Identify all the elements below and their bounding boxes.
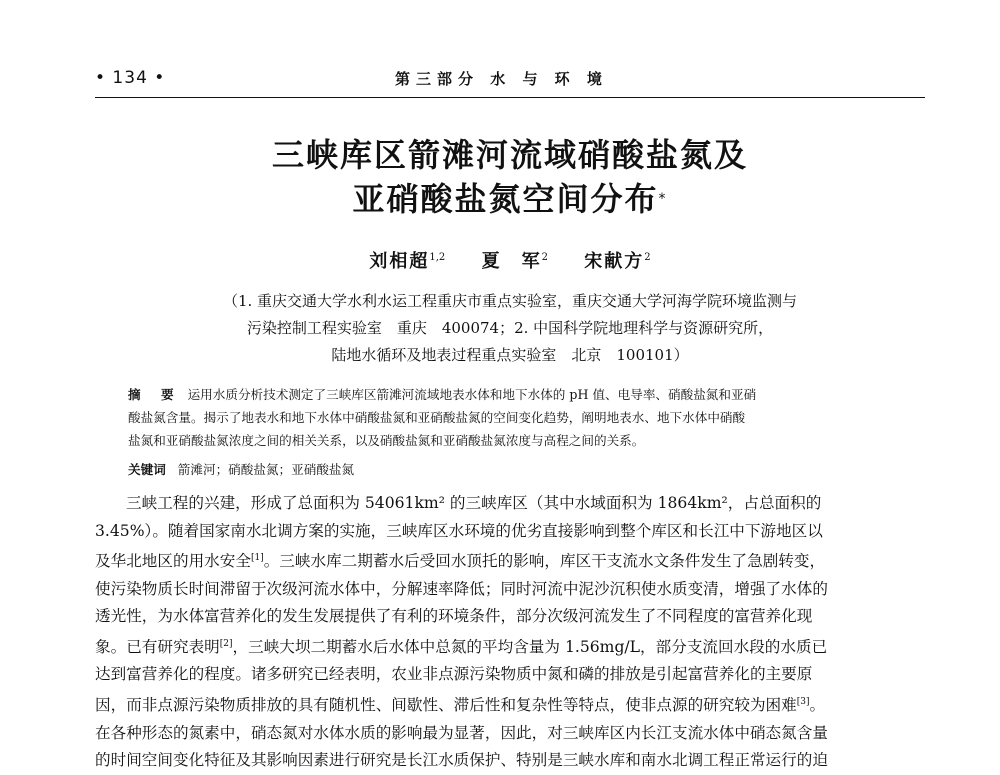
abstract-line-1: [128, 383, 898, 406]
abstract-line-3: 盐氮和亚硝酸盐氮浓度之间的相关关系，以及硝酸盐氮和亚硝酸盐氮浓度与高程之间的关系。: [128, 433, 645, 448]
author-3-affiliation: 2: [644, 252, 651, 263]
body-line-6-b: ，三峡大坝二期蓄水后水体中总氮的平均含量为 1.56mg/L，部分支流回水段的水质已: [232, 637, 828, 656]
affiliation-line-1: （1. 重庆交通大学水利水运工程重庆市重点实验室，重庆交通大学河海学院环境监测与: [222, 292, 798, 310]
author-2-affiliation: 2: [541, 252, 548, 263]
body-line-3: [95, 545, 925, 576]
abstract-label: 摘 要: [128, 387, 182, 402]
body-line-3-a: 及华北地区的用水安全: [95, 552, 251, 571]
abstract: [128, 383, 898, 452]
affiliation-line-2: 污染控制工程实验室 重庆 400074；2. 中国科学院地理科学与资源研究所，: [246, 319, 774, 337]
body-line-8: [95, 689, 925, 720]
body-line-1: 三峡工程的兴建，形成了总面积为 54061km² 的三峡库区（其中水域面积为 1864km²，占总面积的: [126, 494, 822, 512]
author-1: [369, 251, 445, 272]
body-line-5: 透光性，为水体富营养化的发生发展提供了有利的环境条件，部分次级河流发生了不同程度的富营养化现: [95, 607, 813, 626]
author-2: [482, 251, 548, 272]
abstract-line-2: 酸盐氮含量。揭示了地表水和地下水体中硝酸盐氮和亚硝酸盐氮的空间变化趋势，阐明地表水、地下水体中硝酸: [128, 410, 746, 425]
body-line-3-b: 。三峡水库二期蓄水后受回水顶托的影响，库区干支流水文条件发生了急剧转变，: [263, 552, 826, 571]
page-number: • 134 •: [95, 68, 166, 88]
keywords-text: 箭滩河；硝酸盐氮；亚硝酸盐氮: [177, 462, 355, 477]
body-line-7: 达到富营养化的程度。诸多研究已经表明，农业非点源污染物质中氮和磷的排放是引起富营养化的主要原: [95, 665, 813, 684]
affiliations: [95, 288, 925, 369]
abstract-line-1-text: 运用水质分析技术测定了三峡库区箭滩河流域地表水体和地下水体的 pH 值、电导率、硝酸盐氮和亚硝: [187, 387, 757, 402]
author-3-name: 宋献方: [584, 251, 645, 272]
body-line-6-a: 象。已有研究表明: [95, 637, 220, 656]
body-line-4: 使污染物质长时间滞留于次级河流水体中，分解速率降低；同时河流中泥沙沉积使水质变清，增强了水体的: [95, 579, 828, 598]
body-line-8-a: 因，而非点源污染物质排放的具有随机性、间歇性、滞后性和复杂性等特点，使非点源的研究较为困难: [95, 696, 797, 715]
title-line-1: 三峡库区箭滩河流域硝酸盐氮及: [271, 136, 748, 174]
citation-2: [2]: [219, 638, 233, 649]
title-footnote-mark: *: [658, 191, 668, 207]
citation-1: [1]: [250, 553, 264, 563]
paper-title: [95, 133, 925, 221]
author-1-affiliation: 1,2: [429, 252, 446, 263]
running-header: [95, 66, 925, 96]
section-name: 第三部分 水 与 环 境: [395, 70, 608, 88]
body-text: [95, 490, 925, 775]
body-line-8-b: 。: [809, 696, 826, 715]
author-1-name: 刘相超: [369, 251, 430, 272]
body-line-2: 3.45%）。随着国家南水北调方案的实施，三峡库区水环境的优劣直接影响到整个库区和长江中下游地区以: [95, 521, 823, 540]
body-line-9: 在各种形态的氮素中，硝态氮对水体水质的影响最为显著，因此，对三峡库区内长江支流水体中硝态氮含量: [95, 723, 828, 742]
author-3: [584, 251, 650, 272]
body-line-6: [95, 631, 925, 662]
header-rule: [95, 97, 925, 98]
title-line-2: [95, 177, 925, 221]
citation-3: [3]: [796, 696, 810, 707]
keywords-label: 关键词: [128, 462, 166, 477]
author-list: [95, 247, 925, 273]
title-line-2-text: 亚硝酸盐氮空间分布: [352, 180, 659, 218]
keywords: [128, 458, 898, 481]
affiliation-line-3: 陆地水循环及地表过程重点实验室 北京 100101）: [331, 346, 689, 364]
body-line-10: 的时间空间变化特征及其影响因素进行研究是长江水质保护、特别是三峡水库和南水北调工程正常运行的迫: [95, 751, 828, 770]
author-2-name: 夏 军: [481, 251, 542, 272]
